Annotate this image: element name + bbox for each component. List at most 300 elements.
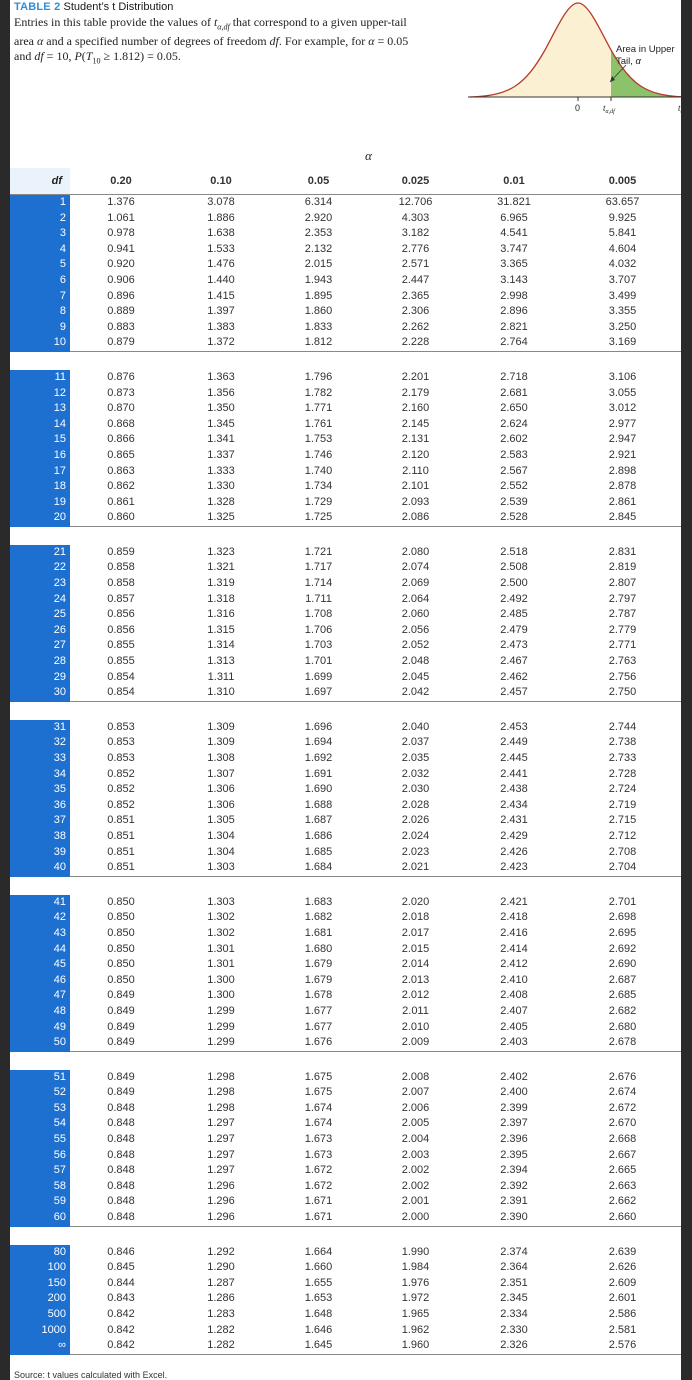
t-value-cell: 0.853 [107,720,135,733]
t-value-cell: 2.405 [500,1020,528,1033]
table-row [10,592,681,608]
t-value-cell: 0.852 [107,783,135,796]
table-row [10,1323,681,1339]
df-cell: 150 [10,1276,70,1292]
table-row [10,576,681,592]
t-value-cell: 2.552 [500,480,528,493]
t-value-cell: 2.518 [500,545,528,558]
df-cell: 25 [10,607,70,623]
t-value-cell: 0.859 [107,545,135,558]
t-value-cell: 2.668 [608,1133,637,1146]
table-row [10,957,681,973]
table-row [10,860,681,876]
t-value-cell: 1.345 [207,417,235,430]
table-row [10,973,681,989]
t-value-cell: 1.292 [207,1245,235,1258]
t-value-cell: 0.883 [107,320,135,333]
t-value-cell: 2.414 [500,942,528,955]
t-value-cell: 0.858 [107,577,135,590]
group-spacer [10,526,681,545]
t-value-cell: 1.691 [304,767,333,780]
table-row [10,289,681,305]
df-cell: 33 [10,751,70,767]
t-value-cell: 1.533 [207,242,235,255]
table-row [10,623,681,639]
spacer-cell [367,876,464,895]
alpha-header: α [365,148,372,163]
t-value-cell: 2.682 [608,1004,637,1017]
t-value-cell: 2.821 [500,320,528,333]
t-value-cell: 1.341 [207,433,235,446]
table-row [10,560,681,576]
df-cell: 48 [10,1004,70,1020]
t-value-cell: 1.694 [304,736,333,749]
alpha-col-header: 0.01 [464,168,564,195]
t-value-cell: 0.850 [107,973,135,986]
t-value-cell: 1.303 [207,895,235,908]
t-value-cell: 2.353 [304,227,333,240]
spacer-cell [464,701,564,720]
table-row [10,1116,681,1132]
t-value-cell: 1.673 [304,1148,333,1161]
t-value-cell: 2.326 [464,1338,564,1354]
t-value-cell: 0.851 [107,829,135,842]
t-value-cell: 2.012 [401,989,430,1002]
t-value-cell: 2.441 [500,767,528,780]
t-value-cell: 2.397 [500,1117,528,1130]
table-row [10,942,681,958]
table-row [10,1035,681,1051]
t-value-cell: 3.078 [207,196,235,208]
t-value-cell: 2.447 [401,273,430,286]
table-row [10,1179,681,1195]
t-value-cell: 1.690 [304,783,333,796]
df-cell: 500 [10,1307,70,1323]
t-value-cell: 1.990 [401,1245,430,1258]
t-value-cell: 2.410 [500,973,528,986]
t-value-cell: 2.639 [608,1245,637,1258]
t-value-cell: 0.845 [107,1261,135,1274]
t-value-cell: 0.920 [107,258,135,271]
t-value-cell: 2.819 [608,561,637,574]
t-value-cell: 2.395 [500,1148,528,1161]
df-cell: ∞ [10,1338,70,1354]
spacer-cell [172,351,270,370]
alpha-col-header: 0.005 [564,168,681,195]
df-cell: 43 [10,926,70,942]
t-value-cell: 2.845 [564,510,681,526]
t-value-cell: 1.692 [304,752,333,764]
spacer-cell [172,1051,270,1070]
t-value-cell: 2.660 [564,1210,681,1226]
t-value-cell: 2.145 [401,417,430,430]
table-row [10,432,681,448]
table-row [10,735,681,751]
t-value-cell: 0.860 [70,510,172,526]
spacer-cell [464,1051,564,1070]
t-value-cell: 2.998 [500,289,528,302]
table-row [10,510,681,526]
t-value-cell: 2.861 [608,495,637,508]
t-value-cell: 2.462 [500,670,528,683]
t-value-cell: 1.679 [304,973,333,986]
table-row [10,304,681,320]
t-value-cell: 2.418 [500,911,528,924]
t-value-cell: 1.962 [401,1323,430,1336]
table-row [10,545,681,561]
t-value-cell: 2.771 [608,639,637,652]
t-value-cell: 1.677 [304,1020,333,1033]
spacer-cell [464,1226,564,1245]
t-value-cell: 1.309 [207,720,235,733]
t-value-cell: 1.771 [304,402,333,415]
t-value-cell: 2.412 [500,958,528,971]
t-value-cell: 2.485 [500,608,528,621]
t-value-cell: 2.024 [401,829,430,842]
t-value-cell: 4.032 [608,258,637,271]
t-value-cell: 0.850 [107,942,135,955]
table-row [10,1070,681,1086]
t-value-cell: 1.323 [207,545,235,558]
spacer-cell [172,1226,270,1245]
t-value-cell: 1.318 [207,592,235,605]
df-cell: 15 [10,432,70,448]
t-value-cell: 1.886 [207,211,235,224]
df-cell: 2 [10,211,70,227]
t-value-cell: 2.013 [401,973,430,986]
table-number: TABLE 2 [14,1,61,13]
t-value-cell: 2.650 [500,402,528,415]
t-value-cell: 2.390 [464,1210,564,1226]
t-value-cell: 1.674 [304,1117,333,1130]
t-value-cell: 2.718 [500,370,528,383]
table-row [10,813,681,829]
t-value-cell: 0.848 [107,1148,135,1161]
t-value-cell: 2.132 [304,242,333,255]
t-value-cell: 2.002 [401,1164,430,1177]
t-value-cell: 1.310 [172,685,270,701]
t-value-cell: 2.539 [500,495,528,508]
spacer-cell [172,526,270,545]
t-value-cell: 1.299 [207,1020,235,1033]
spacer-cell [270,1051,367,1070]
spacer-cell [367,1226,464,1245]
spacer-cell [564,876,681,895]
spacer-cell [70,701,172,720]
t-value-cell: 1.677 [304,1004,333,1017]
t-value-cell: 2.009 [367,1035,464,1051]
t-value-cell: 4.604 [608,242,637,255]
header-row [10,168,681,195]
df-cell: 12 [10,386,70,402]
t-value-cell: 1.895 [304,289,333,302]
t-value-cell: 2.351 [500,1276,528,1289]
t-value-cell: 0.849 [70,1035,172,1051]
t-value-cell: 0.854 [107,670,135,683]
t-value-cell: 2.698 [608,911,637,924]
t-value-cell: 0.851 [107,814,135,827]
t-value-cell: 2.667 [608,1148,637,1161]
t-value-cell: 0.978 [107,227,135,240]
t-value-cell: 2.807 [608,577,637,590]
table-row [10,386,681,402]
t-value-cell: 0.842 [107,1323,135,1336]
t-value-cell: 2.407 [500,1004,528,1017]
t-value-cell: 1.319 [207,577,235,590]
t-value-cell: 2.724 [608,783,637,796]
df-cell: 9 [10,320,70,336]
t-value-cell: 1.286 [207,1292,235,1305]
t-value-cell: 2.687 [608,973,637,986]
t-value-cell: 1.697 [270,685,367,701]
spacer-cell [10,701,70,720]
t-value-cell: 2.602 [500,433,528,446]
t-value-cell: 2.528 [464,510,564,526]
t-value-cell: 0.848 [70,1210,172,1226]
t-value-cell: 2.670 [608,1117,637,1130]
t-value-cell: 1.296 [172,1210,270,1226]
t-value-cell: 1.333 [207,464,235,477]
t-value-cell: 1.299 [207,1004,235,1017]
spacer-cell [564,351,681,370]
t-value-cell: 2.030 [401,783,430,796]
t-value-cell: 0.863 [107,464,135,477]
t-value-cell: 2.921 [608,448,637,461]
df-cell: 47 [10,988,70,1004]
df-cell: 46 [10,973,70,989]
table-row [10,401,681,417]
spacer-cell [10,351,70,370]
t-value-cell: 2.334 [500,1308,528,1320]
t-axis-label: $t_{df}$ [678,103,686,115]
t-value-cell: 2.423 [464,860,564,876]
df-cell: 56 [10,1148,70,1164]
t-value-cell: 1.653 [304,1292,333,1305]
df-cell: 58 [10,1179,70,1195]
t-value-cell: 1.301 [207,942,235,955]
t-value-cell: 1.943 [304,273,333,286]
t-value-cell: 1.714 [304,577,333,590]
t-value-cell: 0.879 [70,335,172,351]
t-value-cell: 2.576 [564,1338,681,1354]
df-cell: 38 [10,829,70,845]
t-value-cell: 1.298 [207,1086,235,1099]
page [10,0,686,1380]
df-cell: 28 [10,654,70,670]
df-cell: 54 [10,1116,70,1132]
t-value-cell: 1.664 [304,1245,333,1258]
df-cell: 1 [10,195,70,211]
spacer-cell [10,1051,70,1070]
t-value-cell: 1.711 [305,592,332,605]
t-value-cell: 2.396 [500,1133,528,1146]
t-value-cell: 2.704 [564,860,681,876]
df-cell: 55 [10,1132,70,1148]
t-value-cell: 1.984 [401,1261,430,1274]
table-row [10,654,681,670]
t-value-cell: 2.345 [500,1292,528,1305]
t-value-cell: 2.500 [500,577,528,590]
table-row [10,767,681,783]
spacer-cell [10,876,70,895]
t-value-cell: 2.426 [500,845,528,858]
t-value-cell: 0.848 [107,1195,135,1208]
table-row [10,1245,681,1261]
t-value-cell: 2.014 [401,958,430,971]
table-row [10,895,681,911]
t-value-cell: 1.671 [270,1210,367,1226]
t-value-cell: 1.686 [304,829,333,842]
t-value-cell: 2.685 [608,989,637,1002]
t-value-cell: 2.624 [500,417,528,430]
t-value-cell: 2.431 [500,814,528,827]
t-value-cell: 1.673 [304,1133,333,1146]
t-value-cell: 0.870 [107,402,135,415]
t-value-cell: 1.675 [304,1070,333,1083]
table-row [10,1004,681,1020]
t-value-cell: 2.032 [401,767,430,780]
t-value-cell: 3.106 [608,370,637,383]
t-value-cell: 2.365 [401,289,430,302]
t-value-cell: 2.663 [608,1179,637,1192]
table-row [10,798,681,814]
df-cell: 30 [10,685,70,701]
t-value-cell: 1.302 [207,926,235,939]
t-value-cell: 0.854 [70,685,172,701]
t-value-cell: 0.843 [107,1292,135,1305]
t-value-cell: 3.250 [608,320,637,333]
t-value-cell: 2.708 [608,845,637,858]
t-value-cell: 2.738 [608,736,637,749]
t-value-cell: 2.831 [608,545,637,558]
table-row [10,845,681,861]
t-value-cell: 1.812 [270,335,367,351]
df-cell: 20 [10,510,70,526]
t-value-cell: 2.678 [564,1035,681,1051]
t-value-cell: 2.609 [608,1276,637,1289]
t-value-cell: 2.093 [401,495,430,508]
spacer-cell [70,876,172,895]
df-cell: 13 [10,401,70,417]
t-value-cell: 2.002 [401,1179,430,1192]
t-value-cell: 2.015 [401,942,430,955]
t-value-cell: 0.852 [107,798,135,811]
df-cell: 27 [10,638,70,654]
t-value-cell: 0.868 [107,417,135,430]
table-row [10,226,681,242]
table-row [10,211,681,227]
table-row [10,195,681,211]
t-value-cell: 1.372 [172,335,270,351]
t-value-cell: 1.383 [207,320,235,333]
t-alpha-tick-label: $t_{\alpha,df}$ [603,103,615,115]
table-row [10,1307,681,1323]
t-value-cell: 2.052 [401,639,430,652]
t-distribution-curve [450,0,686,125]
t-value-cell: 1.680 [304,942,333,955]
t-value-cell: 2.733 [608,752,637,764]
spacer-cell [564,701,681,720]
t-value-cell: 3.182 [401,227,430,240]
t-value-cell: 2.421 [500,895,528,908]
t-value-cell: 1.734 [304,480,333,493]
t-value-cell: 0.848 [107,1164,135,1177]
t-value-cell: 2.006 [401,1101,430,1114]
t-value-cell: 0.896 [107,289,135,302]
t-value-cell: 2.391 [500,1195,528,1208]
table-row [10,1132,681,1148]
t-value-cell: 2.692 [608,942,637,955]
t-value-cell: 0.855 [107,655,135,668]
group-spacer [10,1051,681,1070]
t-value-cell: 1.314 [207,639,235,652]
t-value-cell: 1.315 [207,623,235,636]
t-value-cell: 2.479 [500,623,528,636]
t-value-cell: 1.645 [270,1338,367,1354]
t-value-cell: 2.712 [608,829,637,842]
t-value-cell: 2.010 [401,1020,430,1033]
t-value-cell: 2.005 [401,1117,430,1130]
t-value-cell: 0.842 [107,1308,135,1320]
t-value-cell: 1.976 [401,1276,430,1289]
table-row [10,1194,681,1210]
t-value-cell: 0.851 [107,845,135,858]
spacer-cell [10,1226,70,1245]
group-spacer [10,351,681,370]
t-value-cell: 2.508 [500,561,528,574]
t-value-cell: 0.889 [107,305,135,318]
df-cell: 34 [10,767,70,783]
t-value-cell: 2.674 [608,1086,637,1099]
df-cell: 11 [10,370,70,386]
df-cell: 3 [10,226,70,242]
table-row [10,1085,681,1101]
t-value-cell: 0.849 [107,989,135,1002]
t-value-cell: 1.316 [207,608,235,621]
t-value-cell: 2.056 [401,623,430,636]
df-cell: 100 [10,1260,70,1276]
t-value-cell: 1.307 [207,767,235,780]
t-value-cell: 1.397 [207,305,235,318]
spacer-cell [270,526,367,545]
t-value-cell: 2.457 [464,685,564,701]
t-value-cell: 2.787 [608,608,637,621]
alpha-col-header: 0.20 [70,168,172,195]
t-value-cell: 1.306 [207,783,235,796]
t-value-cell: 2.306 [401,305,430,318]
t-value-cell: 3.143 [500,273,528,286]
t-value-cell: 3.747 [500,242,528,255]
table-row [10,910,681,926]
t-value-cell: 2.037 [401,736,430,749]
t-value-cell: 1.301 [207,958,235,971]
t-value-cell: 0.858 [107,561,135,574]
t-value-cell: 1.678 [304,989,333,1002]
t-value-cell: 2.364 [500,1261,528,1274]
t-value-cell: 0.857 [107,592,135,605]
t-value-cell: 31.821 [497,196,531,208]
t-value-cell: 2.586 [608,1308,637,1320]
df-cell: 40 [10,860,70,876]
t-value-cell: 1.860 [304,305,333,318]
t-value-cell: 0.853 [107,736,135,749]
t-value-cell: 2.626 [608,1261,637,1274]
t-value-cell: 12.706 [398,196,433,208]
t-value-cell: 1.972 [401,1292,430,1305]
t-value-cell: 0.876 [107,370,135,383]
t-value-cell: 2.069 [401,577,430,590]
df-cell: 39 [10,845,70,861]
